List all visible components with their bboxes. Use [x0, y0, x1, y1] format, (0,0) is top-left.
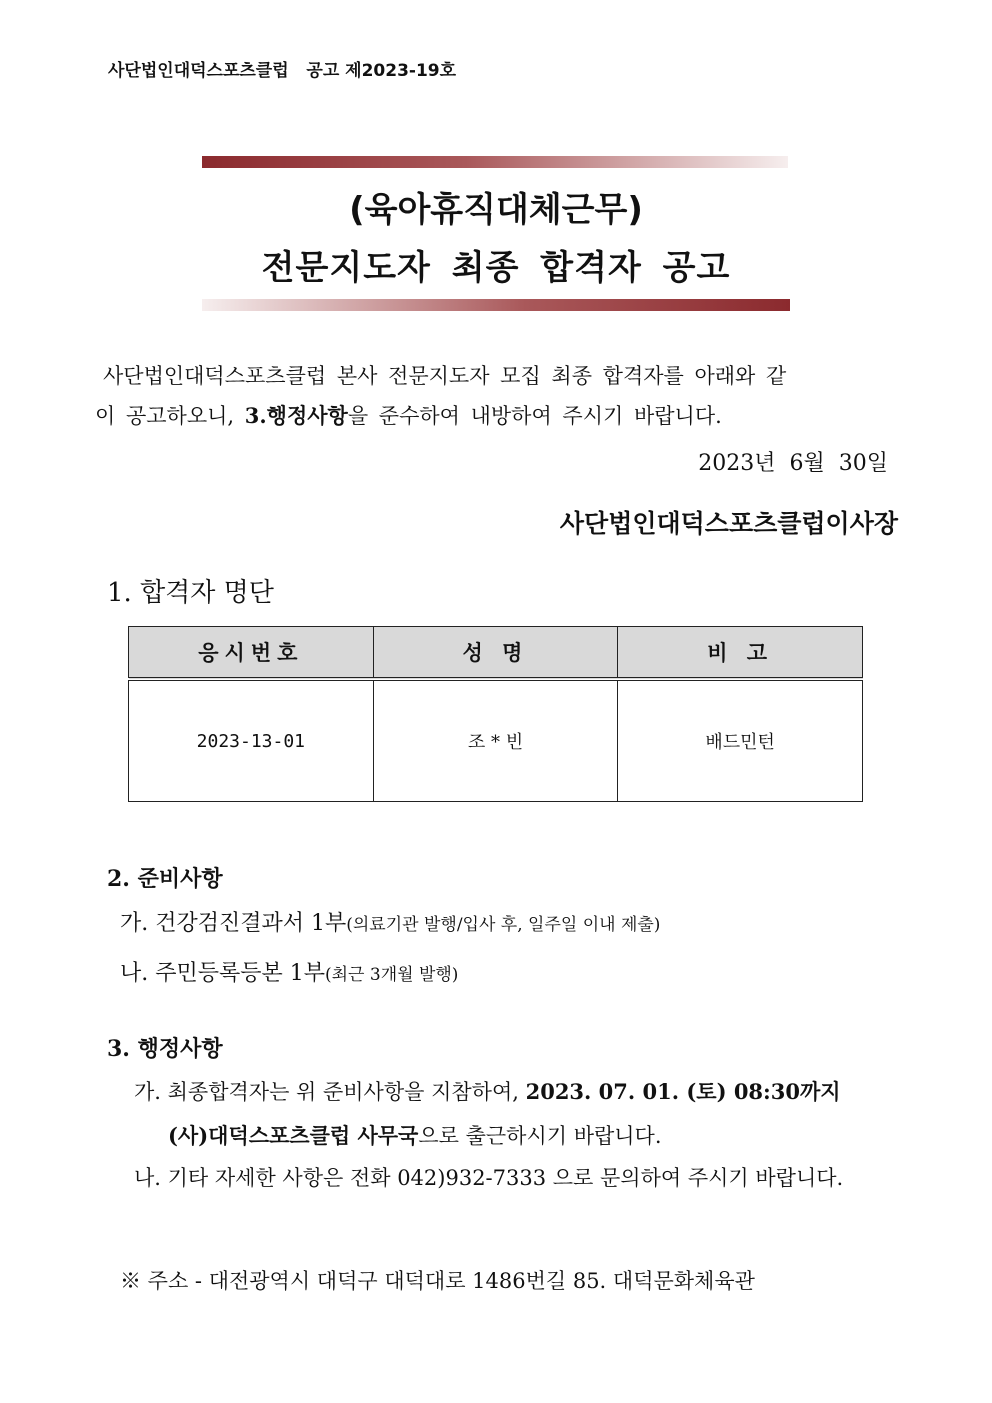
- section1-title: 1. 합격자 명단: [107, 578, 274, 608]
- title-decor-bar-top: [202, 156, 788, 168]
- section3-title: 3. 행정사항: [107, 1036, 223, 1062]
- prep-item-a-note: (의료기관 발행/입사 후, 일주일 이내 제출): [346, 915, 661, 935]
- admin-item-a2-post: 으로 출근하시기 바랍니다.: [418, 1124, 662, 1148]
- cell-name: 조 * 빈: [373, 679, 618, 802]
- admin-item-a: [134, 1076, 841, 1106]
- admin-item-a-bold: 2023. 07. 01. (토) 08:30까지: [525, 1079, 841, 1104]
- prep-item-a-main: 가. 건강검진결과서 1부: [120, 911, 347, 936]
- prep-item-a: [120, 906, 660, 937]
- intro-line2-post: 을 준수하여 내방하여 주시기 바랍니다.: [347, 404, 722, 428]
- table-row: [129, 679, 863, 802]
- table-header-note: 비 고: [618, 627, 863, 680]
- notice-date: 2023년 6월 30일: [698, 451, 888, 476]
- address-note: ※ 주소 - 대전광역시 대덕구 대덕대로 1486번길 85. 대덕문화체육관: [120, 1269, 755, 1293]
- table-header-number: 응시번호: [129, 627, 374, 680]
- notice-number: 사단법인대덕스포츠클럽 공고 제2023-19호: [108, 61, 457, 81]
- cell-note: 배드민턴: [618, 679, 863, 802]
- intro-line2-pre: 이 공고하오니,: [95, 404, 245, 428]
- result-table: [128, 626, 863, 802]
- section2-title: 2. 준비사항: [107, 866, 223, 892]
- page-title-line2: 전문지도자 최종 합격자 공고: [261, 248, 731, 288]
- prep-item-b-note: (최근 3개월 발행): [325, 965, 459, 985]
- intro-text-line2: [95, 400, 722, 430]
- page-title-line1: (육아휴직대체근무): [349, 190, 643, 230]
- admin-item-a-pre: 가. 최종합격자는 위 준비사항을 지참하여,: [134, 1080, 526, 1104]
- cell-number: 2023-13-01: [129, 679, 374, 802]
- title-decor-bar-bottom: [202, 299, 790, 311]
- admin-item-a2-bold: (사)대덕스포츠클럽 사무국: [168, 1123, 419, 1148]
- admin-item-b: 나. 기타 자세한 사항은 전화 042)932-7333 으로 문의하여 주시기 바랍니다.: [134, 1166, 844, 1190]
- intro-line2-bold: 3.행정사항: [244, 403, 348, 428]
- table-header-row: [129, 627, 863, 680]
- prep-item-b: [120, 956, 458, 987]
- prep-item-b-main: 나. 주민등록등본 1부: [120, 961, 325, 986]
- intro-text-line1: 사단법인대덕스포츠클럽 본사 전문지도자 모집 최종 합격자를 아래와 같: [103, 364, 787, 388]
- table-header-name: 성 명: [373, 627, 618, 680]
- admin-item-a-cont: [168, 1120, 662, 1150]
- signer: 사단법인대덕스포츠클럽이사장: [559, 509, 898, 538]
